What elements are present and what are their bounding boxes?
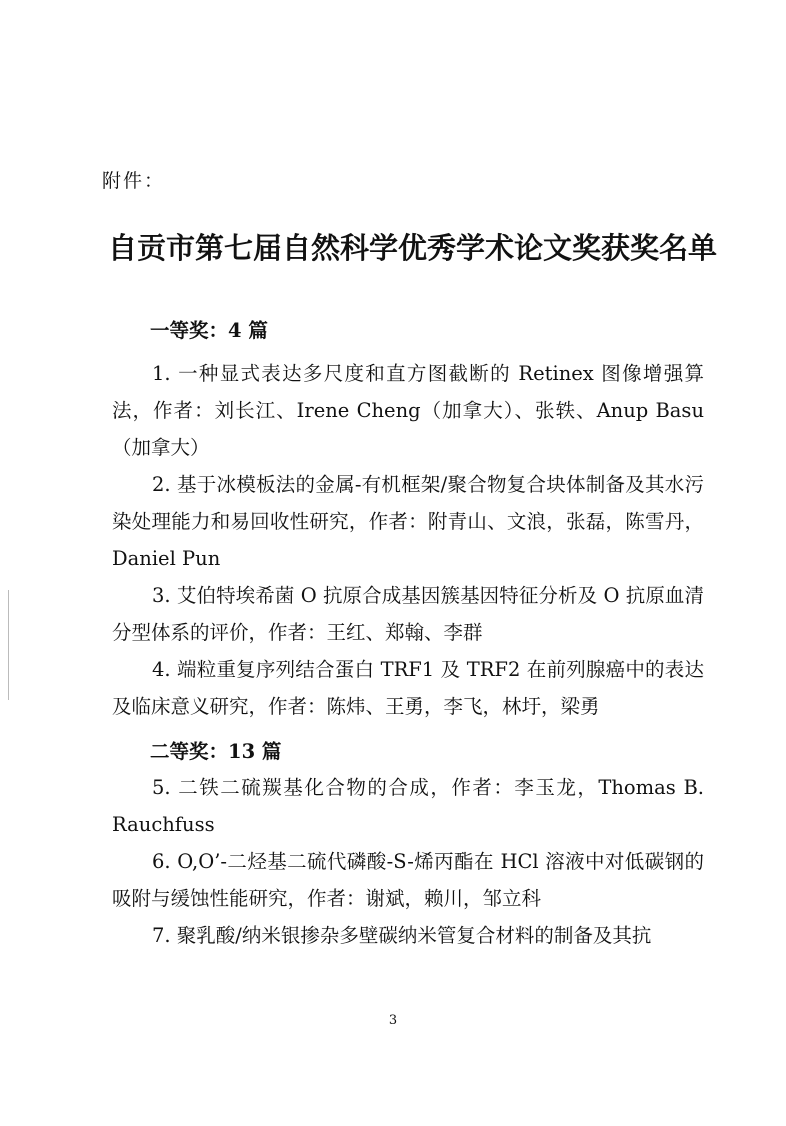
attachment-label: 附件： [102,170,166,192]
page-title: 自贡市第七届自然科学优秀学术论文奖获奖名单 [108,231,718,265]
award-item-7: 7. 聚乳酸/纳米银掺杂多壁碳纳米管复合材料的制备及其抗 [152,924,652,947]
scan-edge-line [8,590,9,700]
section-heading-first-prize: 一等奖：4 篇 [150,319,268,342]
award-item-2: 2. 基于冰模板法的金属-有机框架/聚合物复合块体制备及其水污染处理能力和易回收性研究，作者：附青山、文浪，张磊，陈雪丹，Daniel Pun [112,473,704,570]
section-heading-second-prize: 二等奖：13 篇 [150,740,282,763]
page-number: 3 [388,1013,398,1028]
award-item-4: 4. 端粒重复序列结合蛋白 TRF1 及 TRF2 在前列腺癌中的表达及临床意义研究，作者：陈炜、王勇，李飞，林圩，梁勇 [112,658,704,718]
award-item-3: 3. 艾伯特埃希菌 O 抗原合成基因簇基因特征分析及 O 抗原血清分型体系的评价，作者：王红、郑翰、李群 [112,584,704,644]
award-item-1: 1. 一种显式表达多尺度和直方图截断的 Retinex 图像增强算法，作者：刘长江、Irene Cheng（加拿大）、张轶、Anup Basu（加拿大） [112,362,704,459]
award-item-5: 5. 二铁二硫羰基化合物的合成，作者：李玉龙，Thomas B. Rauchfuss [112,776,704,836]
award-item-6: 6. O,O’-二烃基二硫代磷酸-S-烯丙酯在 HCl 溶液中对低碳钢的吸附与缓蚀性能研究，作者：谢斌，赖川，邹立科 [112,850,704,910]
